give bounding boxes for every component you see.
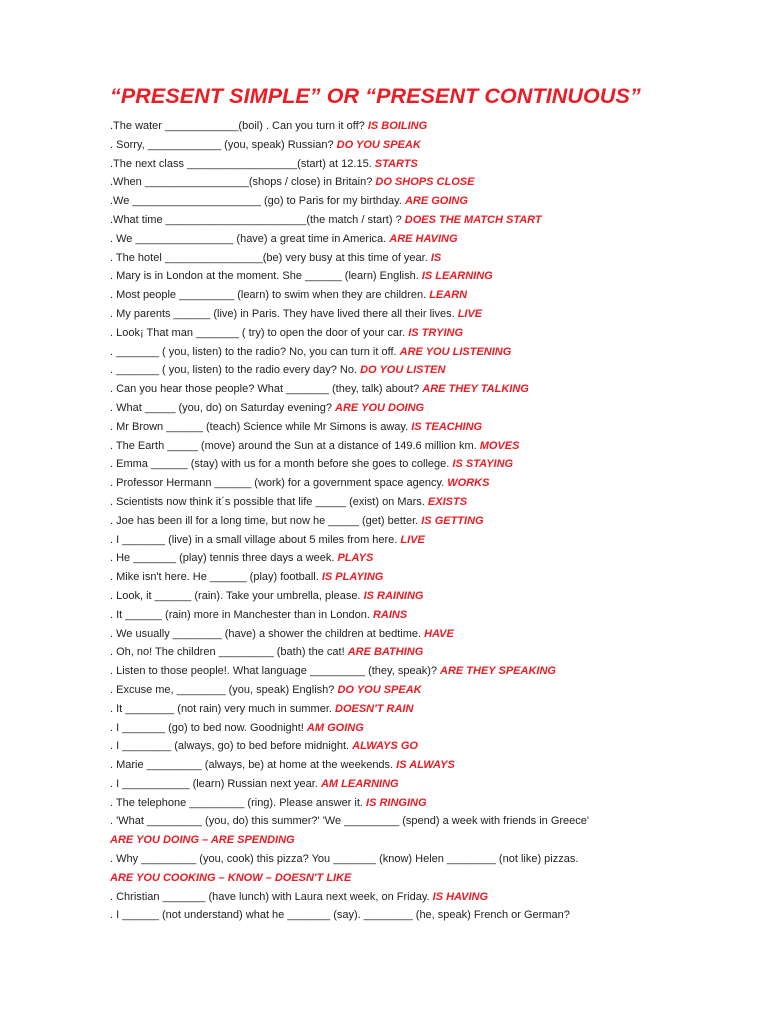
exercise-item: [110, 662, 730, 681]
exercise-answer: ALWAYS GO: [352, 740, 418, 753]
exercise-answer: ARE GOING: [404, 195, 468, 208]
exercise-item: [110, 155, 730, 174]
exercise-item: [110, 625, 730, 644]
exercise-item: [110, 267, 730, 286]
exercise-question: . I ________ (always, go) to bed before midnight.: [110, 740, 353, 753]
exercise-question: . Marie _________ (always, be) at home at the weekends.: [110, 759, 397, 772]
exercise-answer: IS: [430, 251, 442, 264]
exercise-item: [110, 719, 730, 738]
exercise-answer: ARE THEY TALKING: [422, 383, 529, 396]
exercise-item: [110, 305, 730, 324]
exercise-item: [110, 756, 730, 775]
exercise-question: . What _____ (you, do) on Saturday evening?: [110, 401, 336, 414]
exercise-item: [110, 418, 730, 437]
exercise-question: . I _______ (live) in a small village about 5 miles from here.: [110, 533, 401, 546]
exercise-question: . Mr Brown ______ (teach) Science while Mr Simons is away.: [110, 420, 412, 433]
exercise-item: [110, 493, 730, 512]
exercise-item: [110, 906, 730, 925]
exercise-answer: IS BOILING: [367, 120, 428, 132]
exercise-answer: IS TRYING: [408, 326, 464, 339]
exercise-item: [110, 587, 730, 606]
exercise-question: . Look, it ______ (rain). Take your umbrella, please.: [110, 589, 364, 602]
exercise-item: [110, 343, 730, 362]
exercise-item: [110, 549, 730, 568]
exercise-answer: MOVES: [479, 439, 520, 452]
exercise-answer: ARE THEY SPEAKING: [440, 665, 556, 678]
exercise-question: . Christian _______ (have lunch) with Laura next week, on Friday.: [110, 890, 433, 903]
exercise-answer: IS LEARNING: [421, 270, 493, 283]
exercise-question: . My parents ______ (live) in Paris. They have lived there all their lives.: [110, 307, 458, 320]
exercise-question: . The hotel ________________(be) very busy at this time of year.: [110, 251, 431, 264]
exercise-answer: ARE HAVING: [389, 232, 458, 245]
exercise-item: [110, 568, 730, 587]
exercise-item: [110, 361, 730, 380]
exercise-answer: HAVE: [424, 627, 454, 640]
exercise-answer: IS GETTING: [421, 514, 484, 527]
exercise-item: [110, 850, 730, 869]
exercise-item: [110, 230, 730, 249]
exercise-question: . Excuse me, ________ (you, speak) English?: [110, 683, 338, 696]
exercise-answer: PLAYS: [337, 552, 374, 565]
exercise-question: . I ___________ (learn) Russian next year.: [110, 777, 321, 790]
exercise-item: [110, 437, 730, 456]
exercise-item: [110, 794, 730, 813]
exercise-question: . 'What _________ (you, do) this summer?' 'We _________ (spend) a week with friends in Greece': [110, 815, 590, 828]
exercise-answer: ARE BATHING: [347, 646, 424, 659]
exercise-answer: DO YOU SPEAK: [337, 683, 422, 696]
exercise-item: [110, 324, 730, 343]
exercise-answer: WORKS: [447, 477, 490, 490]
exercise-item: [110, 474, 730, 493]
exercise-answer: IS PLAYING: [321, 571, 384, 584]
exercise-answer: DO YOU SPEAK: [336, 138, 421, 151]
exercise-answer: IS TEACHING: [411, 420, 483, 433]
exercise-item: [110, 888, 730, 907]
exercise-question: . We ________________ (have) a great time in America.: [110, 232, 390, 245]
exercise-question: . It ________ (not rain) very much in summer.: [110, 702, 335, 715]
exercise-item: [110, 286, 730, 305]
exercise-item: [110, 775, 730, 794]
exercise-question: . It ______ (rain) more in Manchester than in London.: [110, 608, 373, 621]
exercise-item: [110, 173, 730, 192]
exercise-answer: LIVE: [400, 533, 425, 546]
exercise-item: [110, 531, 730, 550]
exercise-question: . We usually ________ (have) a shower the children at bedtime.: [110, 627, 425, 640]
exercise-question: . _______ ( you, listen) to the radio every day? No.: [110, 364, 361, 377]
exercise-question: . Why _________ (you, cook) this pizza? You _______ (know) Helen ________ (not like) pizzas.: [110, 853, 579, 866]
exercise-item: [110, 606, 730, 625]
exercise-question: . Can you hear those people? What _______ (they, talk) about?: [110, 383, 423, 396]
exercise-answer: ARE YOU DOING – ARE SPENDING: [110, 834, 295, 847]
exercise-question: .When _________________(shops / close) in Britain?: [110, 176, 376, 189]
exercise-answer: ARE YOU LISTENING: [399, 345, 512, 358]
exercise-question: . _______ ( you, listen) to the radio? No, you can turn it off.: [110, 345, 400, 358]
exercise-question: . Professor Hermann ______ (work) for a government space agency.: [110, 477, 448, 490]
exercise-answer: ARE YOU COOKING – KNOW – DOESN'T LIKE: [110, 871, 352, 884]
exercise-answer: EXISTS: [427, 495, 468, 508]
exercise-answer: STARTS: [374, 157, 418, 170]
exercise-item: [110, 812, 730, 831]
exercise-item: [110, 117, 730, 136]
exercise-question: . Joe has been ill for a long time, but now he _____ (get) better.: [110, 514, 422, 527]
exercise-item: [110, 643, 730, 662]
exercise-item: [110, 136, 730, 155]
exercise-question: .The water ____________(boil) . Can you turn it off?: [110, 120, 368, 132]
exercise-question: . I _______ (go) to bed now. Goodnight!: [110, 721, 307, 734]
exercise-item: [110, 737, 730, 756]
exercise-answer: LIVE: [457, 307, 483, 320]
exercise-question: .The next class __________________(start) at 12.15.: [110, 157, 375, 170]
exercise-answer: DO SHOPS CLOSE: [375, 176, 475, 189]
exercise-question: . Mary is in London at the moment. She ______ (learn) English.: [110, 270, 422, 283]
exercise-answer: IS HAVING: [432, 890, 489, 903]
exercise-question: . He _______ (play) tennis three days a week.: [110, 552, 338, 565]
exercise-question: . Mike isn't here. He ______ (play) football.: [110, 571, 322, 584]
exercise-question: . Sorry, ____________ (you, speak) Russian?: [110, 138, 337, 151]
exercise-answer: AM GOING: [306, 721, 364, 734]
exercise-answer: AM LEARNING: [320, 777, 399, 790]
exercise-answer: IS RINGING: [366, 796, 427, 809]
exercise-item: [110, 380, 730, 399]
exercise-answer: ARE YOU DOING: [335, 401, 425, 414]
exercise-question: .We _____________________ (go) to Paris for my birthday.: [110, 195, 405, 208]
exercise-question: . Scientists now think it´s possible that life _____ (exist) on Mars.: [110, 495, 428, 508]
exercise-answer: DOES THE MATCH START: [404, 213, 542, 226]
exercise-question: . Look¡ That man _______ ( try) to open the door of your car.: [110, 326, 409, 339]
exercise-question: . The Earth _____ (move) around the Sun at a distance of 149.6 million km.: [110, 439, 480, 452]
exercise-question: . The telephone _________ (ring). Please answer it.: [110, 796, 367, 809]
exercise-question: .What time _______________________(the match / start) ?: [110, 213, 405, 226]
exercise-answer-line: [110, 831, 730, 850]
exercise-list: [110, 117, 730, 925]
exercise-answer: IS STAYING: [452, 458, 514, 471]
exercise-answer: RAINS: [372, 608, 408, 621]
exercise-item: [110, 681, 730, 700]
exercise-question: . Oh, no! The children _________ (bath) the cat!: [110, 646, 348, 659]
exercise-question: . I ______ (not understand) what he _______ (say). ________ (he, speak) French or German?: [110, 909, 570, 922]
exercise-item: [110, 455, 730, 474]
exercise-answer: DOESN'T RAIN: [335, 702, 414, 715]
exercise-question: . Listen to those people!. What language _________ (they, speak)?: [110, 665, 441, 678]
exercise-question: . Emma ______ (stay) with us for a month before she goes to college.: [110, 458, 453, 471]
exercise-item: [110, 700, 730, 719]
worksheet-title: “PRESENT SIMPLE” OR “PRESENT CONTINUOUS”: [110, 84, 641, 108]
exercise-item: [110, 512, 730, 531]
exercise-item: [110, 399, 730, 418]
exercise-answer-line: [110, 869, 730, 888]
exercise-item: [110, 211, 730, 230]
exercise-question: . Most people _________ (learn) to swim when they are children.: [110, 289, 430, 302]
exercise-item: [110, 192, 730, 211]
exercise-answer: LEARN: [429, 289, 468, 302]
exercise-answer: IS RAINING: [363, 589, 424, 602]
exercise-answer: IS ALWAYS: [396, 759, 455, 772]
exercise-item: [110, 249, 730, 268]
exercise-answer: DO YOU LISTEN: [360, 364, 446, 377]
